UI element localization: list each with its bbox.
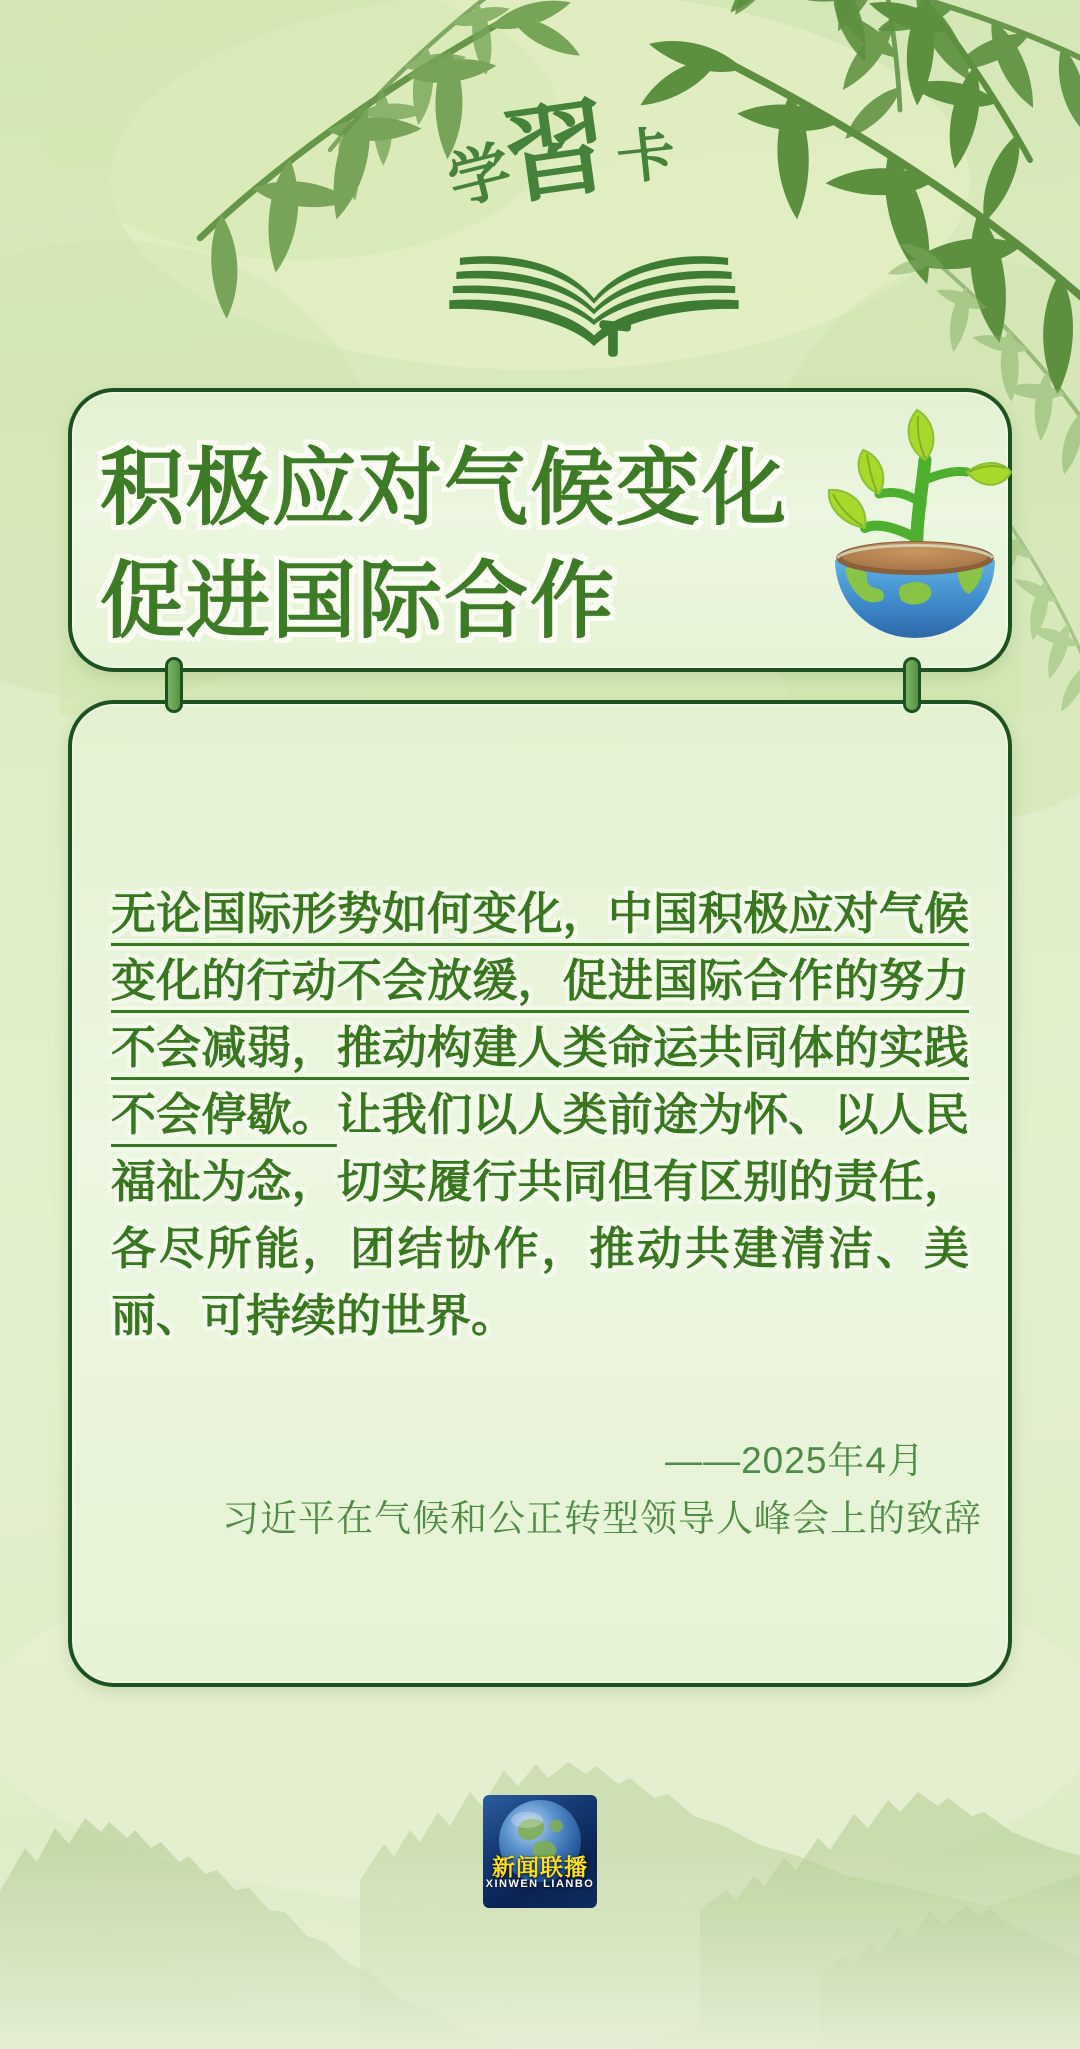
connector-pill-left [165, 657, 183, 713]
logo-char-ka: 卡 [613, 121, 679, 192]
quote-underlined-text: 无论国际形势如何变化，中国积极应对气候变化的行动不会放缓，促进国际合作的努力不会减弱，推动构建人类命运共同体的实践不会停歇。 [111, 888, 969, 1140]
quote-rest-text: 让我们以人类前途为怀、以人民福祉为念，切实履行共同但有区别的责任，各尽所能，团结协作，推动共建清洁、美丽、可持续的世界。 [111, 1089, 969, 1341]
open-book-icon [419, 212, 769, 362]
xinwen-lianbo-logo [483, 1795, 597, 1908]
logo-char-xi: 習 [497, 89, 617, 218]
poster-title [100, 432, 788, 658]
connector-pill-right [903, 657, 921, 713]
quote-source: 习近平在气候和公正转型领导人峰会上的致辞 [222, 1498, 982, 1539]
quote-paragraph [111, 880, 969, 1349]
logo-char-xue: 学 [441, 136, 519, 218]
plant-earth-icon [815, 408, 1015, 648]
footer-logo-cn: 新闻联播 [492, 1854, 588, 1880]
footer-logo-en: XINWEN LIANBO [485, 1878, 595, 1890]
title-line-1: 积极应对气候变化 [100, 441, 789, 535]
study-card-logo [405, 62, 805, 312]
quote-date: ——2025年4月 [665, 1440, 925, 1481]
title-line-2: 促进国际合作 [100, 554, 617, 648]
